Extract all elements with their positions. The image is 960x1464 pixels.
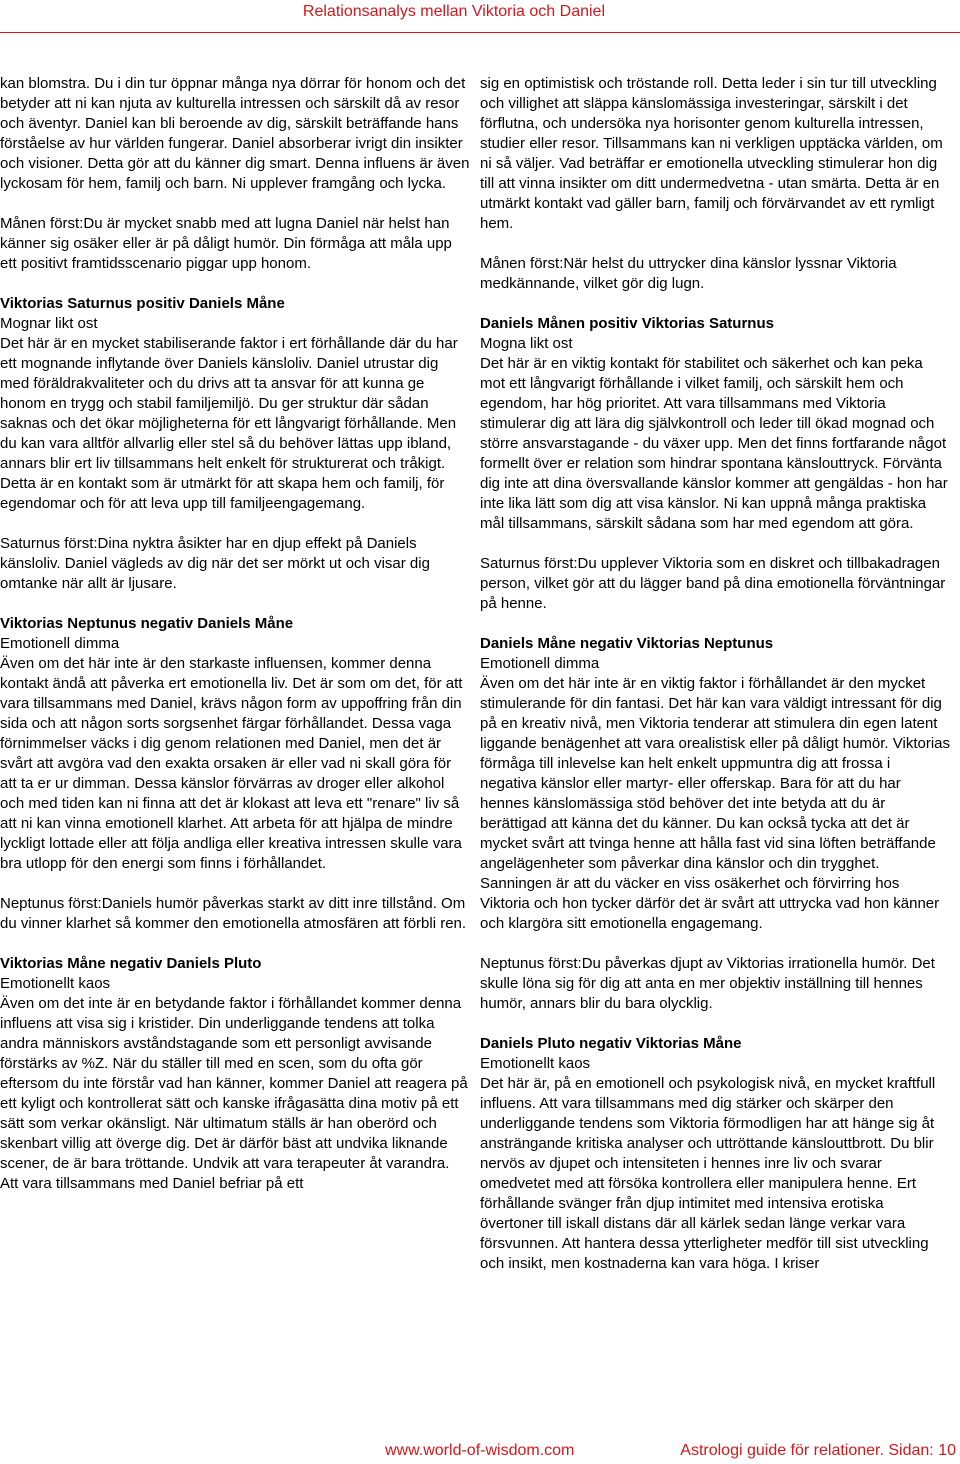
section-first-note: Saturnus först:Dina nyktra åsikter har en djup effekt på Daniels känsloliv. Daniel vägleds av dig när det ser mörkt ut och visar dig omtanke när allt är ljusare.	[0, 535, 430, 592]
section-body: Det här är, på en emotionell och psykologisk nivå, en mycket kraftfull influens. Att vara tillsammans med dig stärker och skärper den underliggande tendens som Viktoria förmodligen har att hänge sig åt ansträngande kritiska analyser och uttröttande känslouttbrott. Du blir nervös av djupet och intensiteten i hennes inre liv och svarar omedvetet med att försöka kontrollera eller manipulera henne. Ert förhållande svänger från djup intimitet med intensiva erotiska övertoner till iskall distans där all kärlek sedan länge verkar vara försvunnen. Att hantera dessa ytterligheter medför till sist utveckling och insikt, men kostnaderna kan vara höga. I kriser	[480, 1075, 936, 1272]
left-section-3	[0, 954, 470, 1194]
section-heading: Viktorias Måne negativ Daniels Pluto	[0, 955, 262, 972]
section-body: Även om det här inte är en viktig faktor i förhållandet är den mycket stimulerande för din fantasi. Det här kan vara väldigt intressant för dig på en kreativ nivå, men Viktoria tenderar att stimulera din egen latent liggande benägenhet att vara orealistisk eller på dåligt humör. Viktorias förmåga till inlevelse kan helt enkelt uppmuntra dig att frossa i negativa känslor eller martyr- eller offerskap. Bara för att du har hennes känslomässiga stöd behöver det inte betyda att du är berättigad att känna det du känner. Du kan också tycka att det är mycket svårt att tvinga henne att hålla fast vid sina löften beträffande angelägenheter som påverkar dina känslor och din trygghet. Sanningen är att du väcker en viss osäkerhet och förvirring hos Viktoria och hon tycker därför det är svårt att uttrycka vad hon känner och klargöra sitt emotionella engagemang.	[480, 675, 951, 932]
right-intro-paragraph-1: sig en optimistisk och tröstande roll. Detta leder i sin tur till utveckling och villighet att släppa känslomässiga investeringar, särskilt i det förflutna, och undersöka nya horisonter genom kulturella intressen, studier eller resor. Tillsammans kan ni verkligen upptäcka världen, om ni så väljer. Vad beträffar er emotionella utveckling stimulerar hon dig till att vinna insikter om ditt undermedvetna - utan smärta. Detta är en utmärkt kontakt vad gäller barn, familj och förvärvandet av ett rymligt hem.	[480, 75, 943, 232]
right-intro-paragraph-2: Månen först:När helst du uttrycker dina känslor lyssnar Viktoria medkännande, vilket gör dig lugn.	[480, 255, 897, 292]
right-intro	[480, 74, 950, 294]
section-body: Även om det här inte är den starkaste influensen, kommer denna kontakt ändå att påverka ert emotionella liv. Det är som om det, för att vara tillsammans med Daniel, krävs någon form av uppoffring från din sida och att någon sorts sorgsenhet färgar förhållandet. Dessa vaga förnimmelser väcks i dig genom relationen med Daniel, men det är svårt att avgöra vad den exakta orsaken är eller vad ni skall göra för att ta er ur dimman. Dessa känslor förvärras av droger eller alkohol och med tiden kan ni finna att det är klokast att leva ett "renare" liv så att ni kan vinna emotionell klarhet. Att arbeta för att hjälpa de mindre lyckligt lottade eller att följa andliga eller kreativa intressen skulle vara bra utlopp för den energi som finns i förhållandet.	[0, 655, 463, 872]
section-subtitle: Emotionellt kaos	[0, 975, 111, 992]
section-heading: Daniels Månen positiv Viktorias Saturnus	[480, 315, 774, 332]
header-divider	[0, 32, 960, 33]
section-first-note: Neptunus först:Daniels humör påverkas starkt av ditt inre tillstånd. Om du vinner klarhet så kommer den emotionella atmosfären att förbli ren.	[0, 895, 467, 932]
section-subtitle: Mognar likt ost	[0, 315, 98, 332]
section-body: Även om det inte är en betydande faktor i förhållandet kommer denna influens att visa sig i kristider. Din underliggande tendens att tolka andra människors avståndstagande som ett personligt avvisande förstärks av %Z. När du ställer till med en scen, som du ofta gör eftersom du inte förstår vad han känner, kommer Daniel att reagera på ett kyligt och kontrollerat sätt och kanske ifrågasätta dina motiv på ett sätt som verkar okänsligt. När ultimatum ställs är han oberörd och skenbart villig att överge dig. Det är därför bäst att undvika liknande scener, de är bara tröttande. Undvik att vara terapeuter åt varandra. Att vara tillsammans med Daniel befriar på ett	[0, 995, 468, 1192]
left-intro	[0, 74, 470, 274]
section-heading: Viktorias Saturnus positiv Daniels Måne	[0, 295, 285, 312]
section-heading: Daniels Måne negativ Viktorias Neptunus	[480, 635, 774, 652]
section-subtitle: Emotionellt kaos	[480, 1055, 591, 1072]
left-section-1	[0, 294, 470, 594]
section-subtitle: Emotionell dimma	[0, 635, 120, 652]
right-column	[480, 74, 950, 1274]
section-first-note: Neptunus först:Du påverkas djupt av Viktorias irrationella humör. Det skulle löna sig för dig att anta en mer objektiv inställning till hennes humör, annars blir du bara olycklig.	[480, 955, 935, 1012]
right-section-2	[480, 634, 950, 1014]
section-body: Det här är en viktig kontakt för stabilitet och säkerhet och kan peka mot ett långvarigt förhållande i vilket familj, och särskilt hem och egendom, har hög prioritet. Att vara tillsammans med Viktoria stimulerar dig att lära dig självkontroll och leder till ökad mognad och större ansvarstagande - du växer upp. Men det finns fortfarande något formellt över er relation som hindrar spontana känslouttryck. Förvänta dig inte att dina översvallande känslor kommer att gengäldas - hon har inte lika lätt som dig att visa känslor. Ni kan uppnå många praktiska mål tillsammans, särskilt sådana som har med egendom att göra.	[480, 355, 948, 532]
footer-page-info: Astrologi guide för relationer. Sidan: 10	[680, 1442, 956, 1459]
left-intro-paragraph-1: kan blomstra. Du i din tur öppnar många nya dörrar för honom och det betyder att ni kan njuta av kulturella intressen och särskilt då av resor och äventyr. Daniel kan bli beroende av dig, särskilt beträffande hans förståelse av hur världen fungerar. Daniel absorberar ivrigt din insikter och visioner. Detta gör att du känner dig smart. Denna influens är även lyckosam för hem, familj och barn. Ni upplever framgång och lycka.	[0, 75, 470, 192]
footer-website-link[interactable]: www.world-of-wisdom.com	[385, 1442, 575, 1459]
header-title: Relationsanalys mellan Viktoria och Daniel	[302, 3, 605, 20]
left-column	[0, 74, 470, 1194]
left-intro-paragraph-2: Månen först:Du är mycket snabb med att lugna Daniel när helst han känner sig osäker eller är på dåligt humör. Din förmåga att måla upp ett positivt framtidsscenario piggar upp honom.	[0, 215, 452, 272]
section-heading: Viktorias Neptunus negativ Daniels Måne	[0, 615, 294, 632]
right-section-1	[480, 314, 950, 614]
section-subtitle: Mogna likt ost	[480, 335, 573, 352]
left-section-2	[0, 614, 470, 934]
section-subtitle: Emotionell dimma	[480, 655, 600, 672]
section-heading: Daniels Pluto negativ Viktorias Måne	[480, 1035, 742, 1052]
section-first-note: Saturnus först:Du upplever Viktoria som en diskret och tillbakadragen person, vilket gör att du lägger band på dina emotionella förväntningar på henne.	[480, 555, 946, 612]
section-body: Det här är en mycket stabiliserande faktor i ert förhållande där du har ett mognande inflytande över Daniels känsloliv. Daniel utrustar dig med föräldrakvaliteter och du drivs att ta ansvar för att kunna ge honom en trygg och stabil familjemiljö. Du ger struktur där sådan saknas och det ökar möjligheterna för ett långvarigt förhållande. Men du kan vara alltför allvarlig eller stel så du behöver lättas upp ibland, annars blir ert liv tillsammans helt enkelt för strukturerat och tråkigt. Detta är en kontakt som är utmärkt för att skapa hem och familj, för egendomar och för att leva upp till familjeengagemang.	[0, 335, 458, 512]
right-section-3	[480, 1034, 950, 1274]
page-header	[0, 0, 960, 33]
